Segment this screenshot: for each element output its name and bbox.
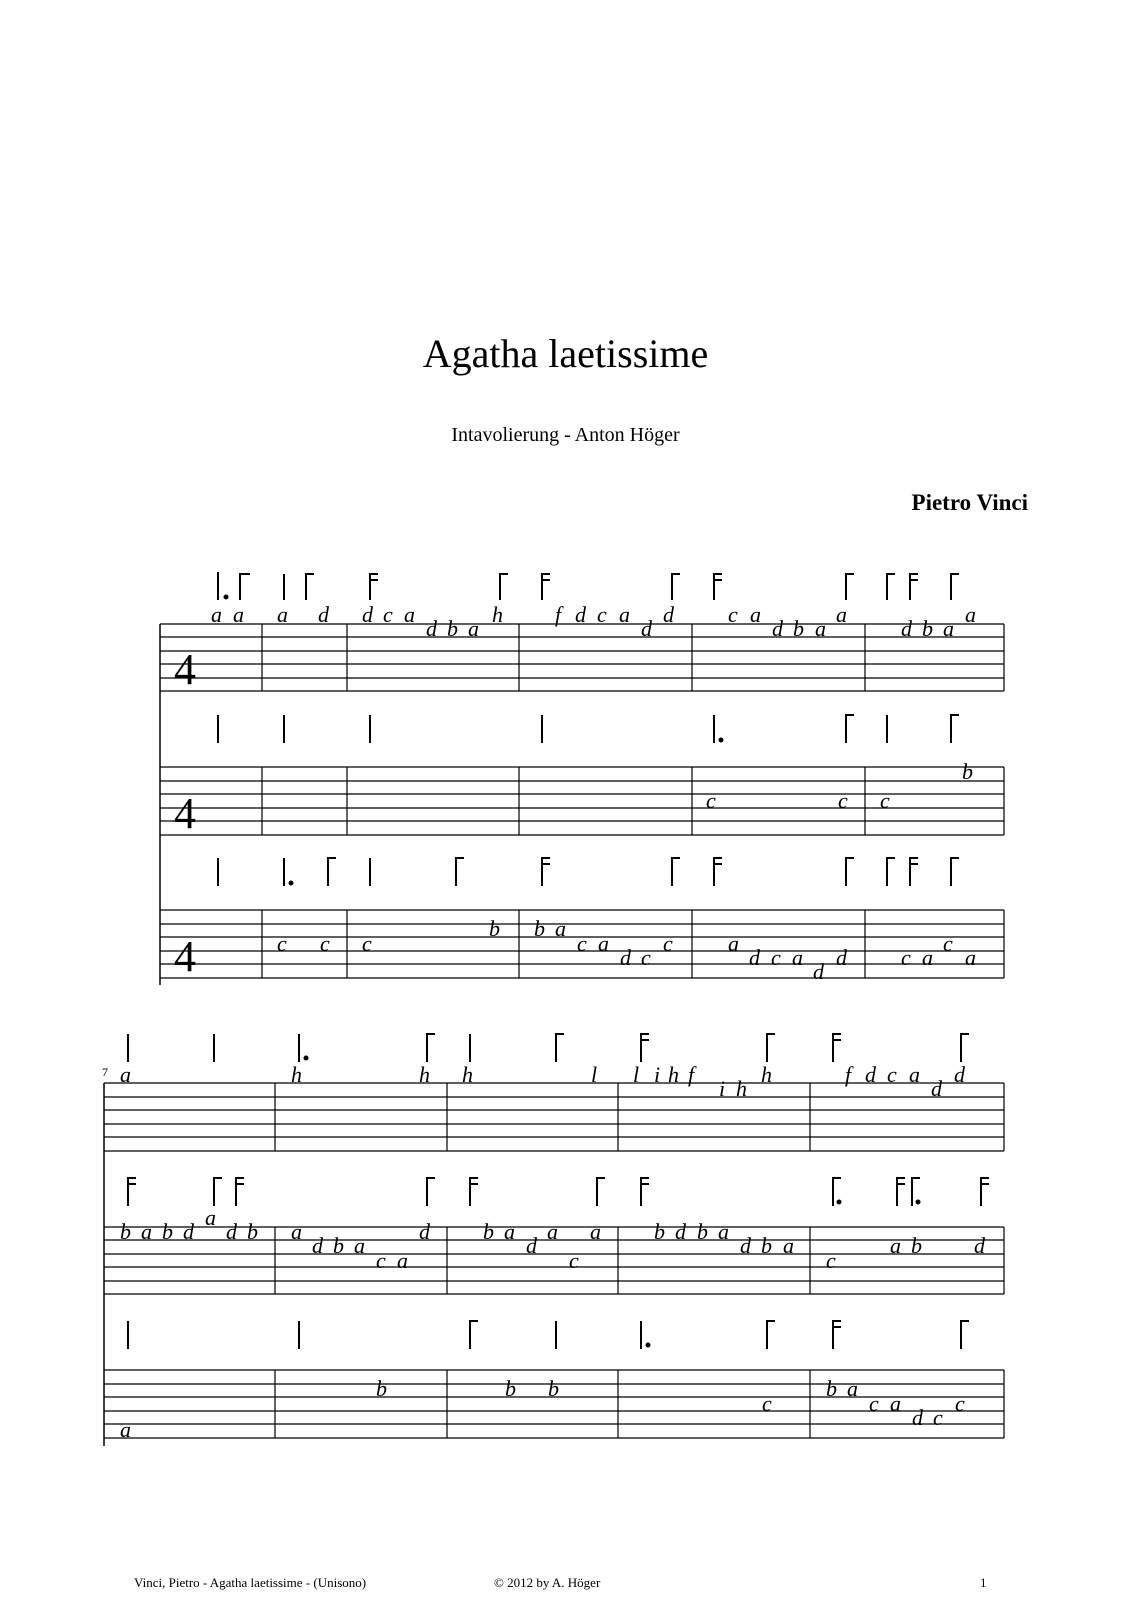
svg-text:h: h bbox=[668, 1062, 679, 1087]
svg-text:c: c bbox=[943, 931, 953, 956]
svg-text:h: h bbox=[419, 1062, 430, 1087]
svg-text:a: a bbox=[205, 1205, 216, 1230]
svg-text:c: c bbox=[376, 1248, 386, 1273]
svg-text:a: a bbox=[792, 945, 803, 970]
svg-text:a: a bbox=[922, 945, 933, 970]
svg-text:c: c bbox=[887, 1062, 897, 1087]
svg-text:c: c bbox=[597, 602, 607, 627]
svg-text:f: f bbox=[555, 602, 562, 627]
svg-text:b: b bbox=[483, 1219, 494, 1244]
footer-copyright: © 2012 by A. Höger bbox=[494, 1575, 601, 1590]
rhythm-flags-3 bbox=[218, 858, 959, 886]
svg-text:a: a bbox=[468, 616, 479, 641]
svg-text:h: h bbox=[736, 1076, 747, 1101]
rhythm-flags-4 bbox=[128, 1034, 969, 1062]
svg-text:c: c bbox=[362, 931, 372, 956]
svg-text:d: d bbox=[740, 1233, 751, 1258]
svg-text:d: d bbox=[426, 616, 437, 641]
rhythm-flags-6 bbox=[128, 1321, 969, 1349]
svg-text:b: b bbox=[962, 759, 973, 784]
svg-text:a: a bbox=[815, 616, 826, 641]
svg-text:b: b bbox=[534, 916, 545, 941]
svg-text:a: a bbox=[728, 931, 739, 956]
svg-text:c: c bbox=[277, 931, 287, 956]
svg-text:d: d bbox=[419, 1219, 430, 1244]
svg-text:c: c bbox=[320, 931, 330, 956]
svg-text:b: b bbox=[911, 1233, 922, 1258]
rhythm-flags-1 bbox=[218, 572, 959, 600]
svg-text:d: d bbox=[575, 602, 586, 627]
staff-1-lines bbox=[160, 624, 1004, 691]
svg-text:l: l bbox=[633, 1062, 640, 1087]
svg-text:c: c bbox=[577, 931, 587, 956]
svg-text:b: b bbox=[247, 1219, 258, 1244]
svg-text:d: d bbox=[526, 1233, 537, 1258]
tab-letters-5 bbox=[120, 1205, 986, 1273]
time-signature-1: 4 bbox=[174, 645, 196, 694]
svg-text:a: a bbox=[504, 1219, 515, 1244]
svg-text:d: d bbox=[749, 945, 760, 970]
svg-text:a: a bbox=[141, 1219, 152, 1244]
svg-text:d: d bbox=[362, 602, 373, 627]
svg-text:a: a bbox=[718, 1219, 729, 1244]
svg-text:a: a bbox=[291, 1219, 302, 1244]
svg-text:h: h bbox=[492, 602, 503, 627]
svg-text:a: a bbox=[120, 1417, 131, 1442]
svg-text:a: a bbox=[211, 602, 222, 627]
svg-text:a: a bbox=[555, 916, 566, 941]
tab-letters-4 bbox=[120, 1062, 966, 1101]
arranger-credit: Intavolierung - Anton Höger bbox=[451, 424, 680, 446]
svg-text:b: b bbox=[489, 916, 500, 941]
svg-text:b: b bbox=[447, 616, 458, 641]
svg-text:a: a bbox=[890, 1391, 901, 1416]
measure-number: 7 bbox=[102, 1065, 108, 1079]
svg-text:a: a bbox=[598, 931, 609, 956]
barlines-1 bbox=[262, 624, 1004, 978]
system-1 bbox=[160, 572, 1004, 985]
svg-text:d: d bbox=[675, 1219, 686, 1244]
svg-text:a: a bbox=[619, 602, 630, 627]
tab-letters-6 bbox=[120, 1376, 965, 1442]
svg-text:c: c bbox=[869, 1391, 879, 1416]
svg-text:b: b bbox=[654, 1219, 665, 1244]
svg-text:d: d bbox=[312, 1233, 323, 1258]
svg-text:d: d bbox=[931, 1076, 942, 1101]
svg-text:d: d bbox=[772, 616, 783, 641]
svg-text:c: c bbox=[955, 1391, 965, 1416]
svg-text:b: b bbox=[505, 1376, 516, 1401]
svg-text:c: c bbox=[706, 788, 716, 813]
svg-text:a: a bbox=[547, 1219, 558, 1244]
svg-text:c: c bbox=[933, 1405, 943, 1430]
svg-text:d: d bbox=[901, 616, 912, 641]
svg-text:b: b bbox=[922, 616, 933, 641]
svg-text:a: a bbox=[233, 602, 244, 627]
svg-text:b: b bbox=[333, 1233, 344, 1258]
svg-text:b: b bbox=[826, 1376, 837, 1401]
svg-text:d: d bbox=[620, 945, 631, 970]
svg-text:c: c bbox=[762, 1391, 772, 1416]
svg-text:c: c bbox=[641, 945, 651, 970]
svg-text:d: d bbox=[865, 1062, 876, 1087]
svg-text:a: a bbox=[397, 1248, 408, 1273]
svg-text:d: d bbox=[836, 945, 847, 970]
svg-text:c: c bbox=[663, 931, 673, 956]
svg-text:d: d bbox=[641, 616, 652, 641]
page-title: Agatha laetissime bbox=[422, 331, 709, 376]
svg-text:d: d bbox=[954, 1062, 965, 1087]
svg-text:c: c bbox=[880, 788, 890, 813]
svg-text:a: a bbox=[965, 945, 976, 970]
rhythm-flags-2 bbox=[218, 715, 959, 743]
svg-text:c: c bbox=[826, 1248, 836, 1273]
svg-text:a: a bbox=[277, 602, 288, 627]
svg-text:h: h bbox=[291, 1062, 302, 1087]
svg-text:b: b bbox=[376, 1376, 387, 1401]
time-signature-2: 4 bbox=[174, 789, 196, 838]
time-signature-3: 4 bbox=[174, 932, 196, 981]
svg-text:c: c bbox=[838, 788, 848, 813]
tab-letters-3 bbox=[277, 916, 976, 984]
svg-text:i: i bbox=[654, 1062, 661, 1087]
svg-text:a: a bbox=[943, 616, 954, 641]
svg-text:a: a bbox=[120, 1062, 131, 1087]
svg-text:d: d bbox=[813, 959, 824, 984]
svg-text:h: h bbox=[462, 1062, 473, 1087]
svg-text:c: c bbox=[569, 1248, 579, 1273]
tab-letters-1 bbox=[211, 602, 976, 641]
svg-text:a: a bbox=[965, 602, 976, 627]
svg-text:a: a bbox=[836, 602, 847, 627]
svg-text:d: d bbox=[318, 602, 329, 627]
svg-text:a: a bbox=[909, 1062, 920, 1087]
svg-text:d: d bbox=[663, 602, 674, 627]
svg-text:b: b bbox=[793, 616, 804, 641]
svg-text:c: c bbox=[901, 945, 911, 970]
svg-text:i: i bbox=[719, 1076, 726, 1101]
svg-text:b: b bbox=[120, 1219, 131, 1244]
svg-text:h: h bbox=[761, 1062, 772, 1087]
svg-text:b: b bbox=[162, 1219, 173, 1244]
svg-text:f: f bbox=[845, 1062, 852, 1087]
svg-text:b: b bbox=[697, 1219, 708, 1244]
svg-text:a: a bbox=[590, 1219, 601, 1244]
svg-text:c: c bbox=[383, 602, 393, 627]
rhythm-flags-5 bbox=[128, 1178, 989, 1206]
svg-text:d: d bbox=[912, 1405, 923, 1430]
system-2 bbox=[102, 1034, 1004, 1446]
svg-text:a: a bbox=[404, 602, 415, 627]
svg-text:d: d bbox=[974, 1233, 985, 1258]
svg-text:a: a bbox=[750, 602, 761, 627]
svg-text:c: c bbox=[771, 945, 781, 970]
svg-text:d: d bbox=[183, 1219, 194, 1244]
svg-text:a: a bbox=[783, 1233, 794, 1258]
svg-text:b: b bbox=[761, 1233, 772, 1258]
svg-text:a: a bbox=[890, 1233, 901, 1258]
staff-2-lines bbox=[160, 767, 1004, 835]
svg-text:c: c bbox=[728, 602, 738, 627]
svg-text:l: l bbox=[591, 1062, 598, 1087]
svg-text:a: a bbox=[354, 1233, 365, 1258]
svg-text:d: d bbox=[226, 1219, 237, 1244]
svg-text:b: b bbox=[548, 1376, 559, 1401]
staff-4-lines bbox=[104, 1083, 1004, 1151]
svg-text:f: f bbox=[688, 1062, 695, 1087]
composer-name: Pietro Vinci bbox=[911, 490, 1028, 515]
svg-text:a: a bbox=[847, 1376, 858, 1401]
page-number: 1 bbox=[980, 1575, 987, 1590]
footer-piece-info: Vinci, Pietro - Agatha laetissime - (Unisono) bbox=[134, 1575, 367, 1590]
